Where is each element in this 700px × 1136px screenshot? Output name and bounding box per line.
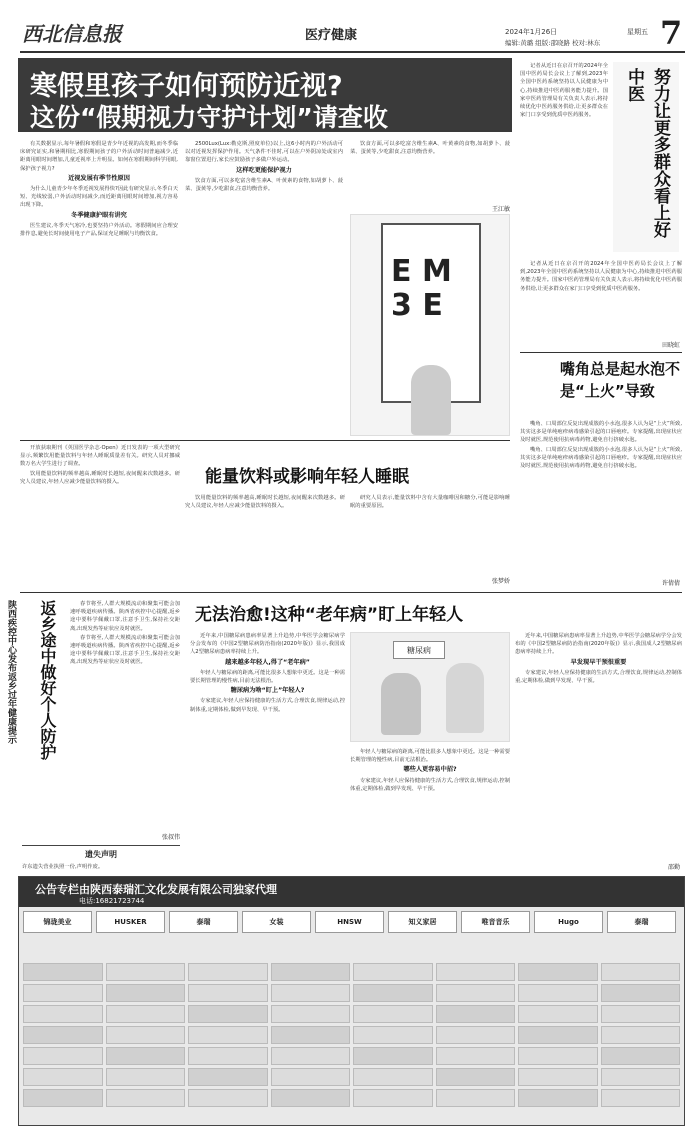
ad-classified-box [353, 1068, 433, 1086]
ad-classified-box [188, 1047, 268, 1065]
ad-classified-box [23, 1068, 103, 1086]
ad-classified-box [601, 1026, 681, 1044]
ad-classified-box [106, 984, 186, 1002]
ad-classified-box [23, 1026, 103, 1044]
patient-figure [381, 673, 421, 735]
ad-company: 公告专栏由陕西泰瑞汇文化发展有限公司独家代理 [35, 883, 277, 896]
ad-brand-logo: Hugo [534, 911, 603, 933]
masthead-logo: 西北信息报 [22, 22, 122, 46]
ad-classified-box [601, 1005, 681, 1023]
art6-title: 无法治愈!这种“老年病”盯上年轻人 [195, 605, 464, 625]
ad-classified-box [188, 963, 268, 981]
art3-col3-text: 研究人员表示,能量饮料中含有大量咖啡因和糖分,可能是影响睡眠的重要原因。 [350, 495, 510, 510]
art1-col2-text: 2500Lux(Lux:勒克斯,照度单位)以上,这6小时内的户外活动可以对近视发挥保护作用。天气条件不佳时,可以在户外阴凉处或室内靠窗位置进行,家长应鼓励孩子多做户外运动。 [185, 141, 343, 164]
art6-col3 [515, 632, 682, 857]
ad-classified-box [518, 1026, 598, 1044]
ad-classified-box [271, 1089, 351, 1107]
art1-para-1: 为什么儿童青少年冬季近视发展得快?因此有研究显示,冬季白天短、光线较弱,户外活动时间减少,而近距离用眼时间增加,视力容易出现下降。 [20, 186, 178, 209]
section-title: 医疗健康 [305, 28, 358, 43]
art6-body-4: 年轻人与糖尿病的距离,可能比很多人想象中更近。这是一种需要长期管理的慢性病,目前无法根治。 [350, 749, 510, 764]
ad-phone: 电话:16821723744 [79, 897, 145, 905]
art1-col3-text: 饮食方面,可以多吃富含维生素A、叶黄素的食物,如胡萝卜、菠菜、蛋黄等,少吃甜食,注意均衡营养。 [350, 141, 510, 156]
ad-classified-box [106, 1005, 186, 1023]
diabetes-illustration [350, 632, 510, 742]
ad-classified-box [23, 1089, 103, 1107]
art6-author: 邵勤 [667, 864, 680, 871]
ad-classified-box [353, 984, 433, 1002]
art5-author: 张叔伟 [161, 834, 180, 841]
art6-body-7: 专家建议,年轻人应保持健康的生活方式,合理饮食,规律运动,控制体重,定期体检,做到早发现、早干预。 [515, 669, 682, 685]
ad-classified-box [353, 963, 433, 981]
ad-classified-box [23, 984, 103, 1002]
art5-body-text: 春节将至,人群大规模流动和聚集可能会加速呼吸道疾病传播。陕西省疾控中心提醒,返乡途中要科学佩戴口罩,注意手卫生,保持社交距离,出现发热等症状应及时就医。 [70, 601, 180, 632]
issue-weekday: 星期五 [627, 28, 648, 36]
ad-classified-box [271, 984, 351, 1002]
art6-body-2: 年轻人与糖尿病的距离,可能比很多人想象中更近。这是一种需要长期管理的慢性病,目前无法根治。 [190, 669, 345, 685]
art3-col1-text-2: 饮用能量饮料的频率越高,睡眠时长越短,夜间醒来次数越多。研究人员建议,年轻人应减少能量饮料的摄入。 [20, 470, 180, 485]
art4-author: 许倩倩 [661, 580, 680, 587]
ad-classified-box [601, 963, 681, 981]
art3-col-left [20, 444, 180, 574]
art5-title [20, 600, 60, 820]
art2-body-text-2: 记者从近日在京召开的2024年全国中医药局长会议上了解到,2023年全国中医药系统坚持以人民健康为中心,持续推进中医药服务能力提升。国家中医药管理局有关负责人表示,将持续优化中医药服务供给,让更多群众在家门口享受到优质中医药服务。 [520, 261, 682, 292]
art3-title: 能量饮料或影响年轻人睡眠 [205, 467, 409, 486]
ad-header [19, 877, 684, 907]
ad-classified-box [23, 1047, 103, 1065]
ad-classified-box [436, 1068, 516, 1086]
art1-subhead-2: 冬季健康护眼有讲究 [71, 211, 127, 219]
lost-notice-title: 遗失声明 [85, 850, 117, 859]
ad-block [18, 876, 685, 1126]
art1-subhead-3: 这样吃更能保护视力 [236, 166, 292, 174]
ad-brand-logo: HNSW [315, 911, 384, 933]
diabetes-sign: 糖尿病 [393, 641, 445, 659]
art6-col1 [190, 632, 345, 857]
ad-classified-box [436, 984, 516, 1002]
ad-brand-logo: 女装 [242, 911, 311, 933]
ad-classified-box [518, 1005, 598, 1023]
art6-col2 [350, 748, 510, 858]
ad-notice-grid [23, 963, 680, 1121]
art1-intro: 有关数据显示,每年暑假和寒假是青少年近视的高发期,而冬季临床研究证实,和暑期相比,寒假期间孩子的户外活动时间普遍减少,近距离用眼时间增加,儿童近视率上升明显。如何在寒假期间科学用眼,保护孩子视力? [20, 141, 178, 172]
ad-classified-box [518, 1047, 598, 1065]
art1-subhead-1: 近视发展有季节性原因 [68, 174, 130, 182]
ad-brand-logo: HUSKER [96, 911, 165, 933]
ad-classified-box [601, 1047, 681, 1065]
ad-brand-logo: 唯音音乐 [461, 911, 530, 933]
art3-col3 [350, 494, 510, 574]
issue-date: 2024年1月26日 [505, 28, 558, 36]
art2-divider [520, 352, 682, 353]
ad-classified-box [518, 1089, 598, 1107]
ad-classified-box [188, 1068, 268, 1086]
art4-title-text: 嘴角总是起水泡不是“上火”导致 [560, 360, 680, 400]
ad-classified-box [601, 984, 681, 1002]
art1-author: 王江敏 [491, 206, 510, 213]
headline-title-2: 这份“假期视力守护计划”请查收 [30, 103, 388, 132]
editor-credits: 编辑:黄璐 组版:邵晓路 校对:林东 [505, 39, 601, 47]
ad-brand-logo: 泰瑞 [607, 911, 676, 933]
art4-body-text: 嘴角、口周部位反复出现成簇的小水泡,很多人认为是“上火”所致,其实这多是单纯疱疹病毒感染引起的口唇疱疹。专家提醒,出现症状应及时就医,规范使用抗病毒药物,避免自行挤破水泡。 [520, 421, 682, 444]
ad-classified-box [271, 1068, 351, 1086]
ad-classified-box [518, 1068, 598, 1086]
ad-classified-box [23, 1005, 103, 1023]
art2-author: 田晓虹 [661, 342, 680, 349]
headline-title-1: 寒假里孩子如何预防近视? [30, 71, 343, 102]
ad-classified-box [106, 1089, 186, 1107]
ad-brand-logo: 泰瑞 [169, 911, 238, 933]
art3-col2-text: 饮用能量饮料的频率越高,睡眠时长越短,夜间醒来次数越多。研究人员建议,年轻人应减少能量饮料的摄入。 [185, 495, 345, 510]
art3-author: 张梦娇 [491, 578, 510, 585]
ad-classified-box [353, 1005, 433, 1023]
ad-classified-box [271, 1047, 351, 1065]
art1-col3 [350, 140, 510, 200]
ad-classified-box [106, 1047, 186, 1065]
ad-classified-box [518, 963, 598, 981]
child-figure [411, 365, 451, 435]
ad-brand-logo: 锦珑美业 [23, 911, 92, 933]
ad-classified-box [353, 1047, 433, 1065]
art2-body-text: 记者从近日在京召开的2024年全国中医药局长会议上了解到,2023年全国中医药系统坚持以人民健康为中心,持续推进中医药服务能力提升。国家中医药管理局有关负责人表示,将持续优化中医药服务供给,让更多群众在家门口享受到优质中医药服务。 [520, 63, 608, 119]
ad-classified-box [436, 1005, 516, 1023]
eye-chart-letters: E M 3 E [391, 254, 452, 323]
art4-title [560, 358, 680, 414]
art5-top-rule [20, 592, 682, 593]
headline-banner [18, 58, 512, 132]
ad-classified-box [436, 1089, 516, 1107]
art1-col1 [20, 140, 178, 435]
ad-classified-box [436, 1026, 516, 1044]
ad-classified-box [23, 963, 103, 981]
ad-classified-box [106, 963, 186, 981]
art1-para-3: 饮食方面,可以多吃富含维生素A、叶黄素的食物,如胡萝卜、菠菜、蛋黄等,少吃甜食,注意均衡营养。 [185, 177, 343, 193]
ad-brand-logo: 知义家居 [388, 911, 457, 933]
ad-classified-box [601, 1068, 681, 1086]
ad-brand-grid [23, 911, 680, 959]
art3-top-rule [20, 440, 510, 441]
art2-title [613, 62, 679, 252]
ad-classified-box [188, 1026, 268, 1044]
ad-classified-box [106, 1068, 186, 1086]
art5-body-text-2: 春节将至,人群大规模流动和聚集可能会加速呼吸道疾病传播。陕西省疾控中心提醒,返乡途中要科学佩戴口罩,注意手卫生,保持社交距离,出现发热等症状应及时就医。 [70, 634, 180, 666]
header-rule [20, 51, 685, 53]
ad-classified-box [188, 1005, 268, 1023]
eye-chart-illustration [350, 214, 510, 436]
art6-subhead-4: 早发现早干预很重要 [570, 658, 627, 666]
art2-body-lower [520, 260, 682, 340]
art5-body [70, 600, 180, 840]
page-number: 7 [660, 14, 683, 50]
art1-col2 [185, 140, 343, 435]
ad-classified-box [601, 1089, 681, 1107]
ad-classified-box [353, 1089, 433, 1107]
lost-notice-body: 许东遗失营业执照一份,声明作废。 [22, 864, 104, 870]
art3-col2 [185, 494, 345, 574]
doctor-figure [446, 663, 484, 733]
art6-subhead-2: 糖尿病为啥“盯上”年轻人? [230, 687, 305, 695]
art5-title-text: 返乡途中做好个人防护 [38, 600, 57, 760]
ad-classified-box [271, 1026, 351, 1044]
art1-para-2: 医生建议,冬季天气寒冷,也要坚持户外活动。寒假期间应合理安排作息,避免长时间使用电子产品,保证充足睡眠与均衡饮食。 [20, 222, 178, 238]
ad-classified-box [271, 963, 351, 981]
ad-classified-box [436, 1047, 516, 1065]
art6-body-3: 专家建议,年轻人应保持健康的生活方式,合理饮食,规律运动,控制体重,定期体检,做到早发现、早干预。 [190, 698, 345, 713]
art5-subtitle [4, 600, 22, 830]
ad-classified-box [106, 1026, 186, 1044]
art3-col1-text: 开放获取期刊《英国医学杂志·Open》近日发表的一项大型研究显示,频繁饮用能量饮料与年轻人睡眠质量差有关。研究人员对挪威数万名大学生进行了调查。 [20, 445, 180, 468]
art6-subhead-1: 越来越多年轻人,得了“老年病” [225, 658, 310, 666]
art6-body-1: 近年来,中国糖尿病患病率显著上升趋势,中华医学会糖尿病学分会发布的《中国2型糖尿病防治指南(2020年版)》显示,我国成人2型糖尿病患病率持续上升。 [190, 633, 345, 656]
art6-body-5: 专家建议,年轻人应保持健康的生活方式,合理饮食,规律运动,控制体重,定期体检,做到早发现、早干预。 [350, 777, 510, 792]
ad-classified-box [271, 1005, 351, 1023]
art5-subtitle-text: 陕西疾控中心发布返乡过年健康提示 [6, 600, 16, 744]
ad-classified-box [436, 963, 516, 981]
ad-classified-box [188, 984, 268, 1002]
ad-classified-box [518, 984, 598, 1002]
ad-classified-box [353, 1026, 433, 1044]
ad-classified-box [188, 1089, 268, 1107]
art6-body-6: 近年来,中国糖尿病患病率显著上升趋势,中华医学会糖尿病学分会发布的《中国2型糖尿病防治指南(2020年版)》显示,我国成人2型糖尿病患病率持续上升。 [515, 633, 682, 656]
art6-subhead-3: 哪些人更容易中招? [403, 766, 457, 774]
art2-title-text: 努力让更多群众看上好中医 [624, 68, 670, 238]
art4-body-text-2: 嘴角、口周部位反复出现成簇的小水泡,很多人认为是“上火”所致,其实这多是单纯疱疹病毒感染引起的口唇疱疹。专家提醒,出现症状应及时就医,规范使用抗病毒药物,避免自行挤破水泡。 [520, 446, 682, 470]
